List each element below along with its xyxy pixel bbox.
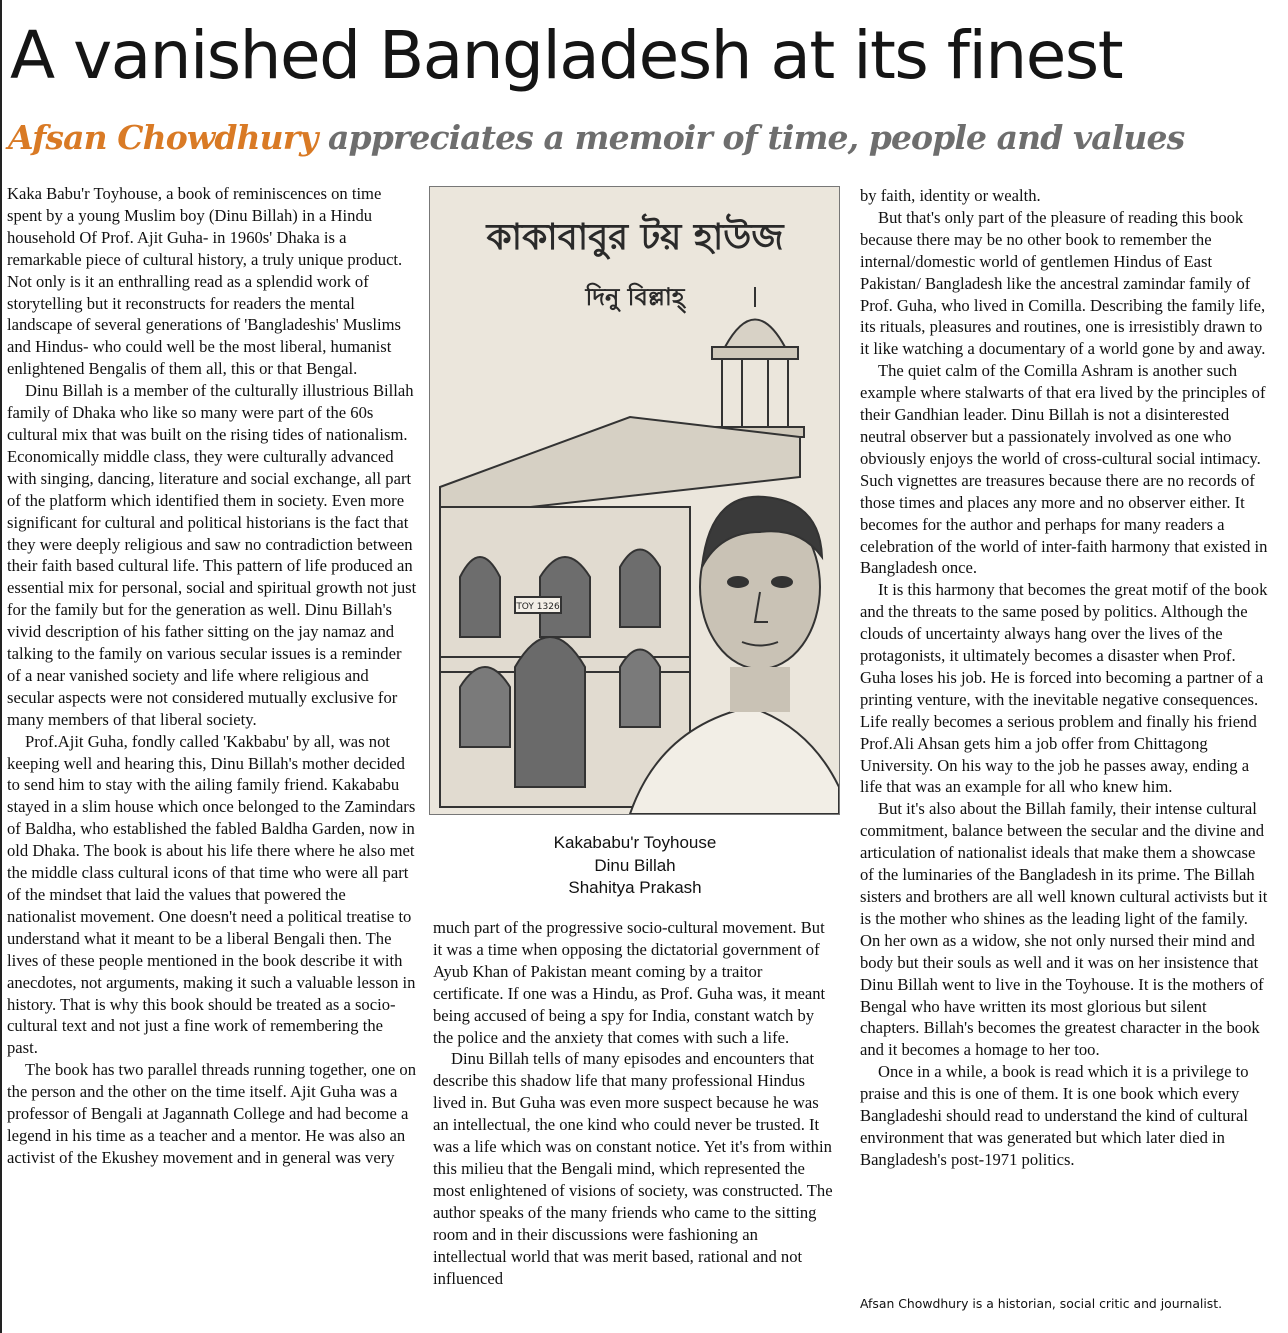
paragraph: much part of the progressive socio-cultural movement. But it was a time when opposing the dictatorial government of Ayub Khan of Pakistan meant coming by a traitor certificate. If one was a Hindu, as Prof. Guha was, it meant being accused of being a spy for India, constant watch by the police and the anxiety that comes with such a life. (433, 918, 826, 1047)
headline: A vanished Bangladesh at its finest (10, 17, 1123, 94)
paragraph: Kaka Babu'r Toyhouse, a book of reminiscences on time spent by a young Muslim boy (Dinu Billah) in a Hindu household Of Prof. Ajit Guha- in 1960s' Dhaka is a remarkable piece of cultural history, a truly unique product. Not only is it an enthralling read as a splendid work of storytelling but it reconstructs for readers the mental landscape of several generations of 'Bangladeshis' Muslims and Hindus- who could well be the most liberal, humanist enlightened Bengalis of them all, this or that Bengal. (7, 184, 403, 379)
cover-author: দিনু বিল্লাহ্ (585, 283, 685, 311)
byline-author[interactable]: Afsan Chowdhury (8, 118, 318, 157)
image-caption (433, 832, 837, 900)
left-rule (0, 0, 2, 1333)
paragraph: by faith, identity or wealth. (860, 186, 1041, 205)
paragraph: The book has two parallel threads running together, one on the person and the other on the time itself. Ajit Guha was a professor of Bengali at Jagannath College and had become a legend in his time as a teacher and a mentor. He was also an activist of the Ekushey movement and in general was very (7, 1060, 417, 1167)
paragraph: But it's also about the Billah family, their intense cultural commitment, balance between the secular and the divine and articulation of nationalist ideals that make them a showcase of the luminaries of the Bangladesh in its prime. The Billah sisters and brothers are all well known cultural activists but it is the mother who shines as the leading light of the family. On her own as a widow, she not only nursed their mind and body but their souls as well and it was on her insistence that Dinu Billah went to live in the Toyhouse. It is the mothers of Bengal who have written its most glorious but silent chapters. Billah's becomes the greatest character in the book and it becomes a homage to her too. (860, 799, 1268, 1060)
paragraph: Dinu Billah is a member of the culturally illustrious Billah family of Dhaka who like so many were part of the 60s cultural mix that was built on the rising tides of nationalism. Economically middle class, they were culturally advanced with singing, dancing, literature and social exchange, all part of the platform which identified them in society. Even more significant for cultural and political historians is the fact that they were deeply religious and saw no contradiction between their faith based cultural life. This pattern of life produced an essential mix for personal, social and spiritual growth not just for the family but for the generation as well. Dinu Billah's vivid description of his father sitting on the jay namaz and talking to the family on various secular issues is a reminder of a near vanished society and life where religious and secular aspects were not considered mutually exclusive for many members of that liberal society. (7, 381, 417, 729)
column-3 (860, 185, 1270, 1171)
paragraph: It is this harmony that becomes the great motif of the book and the threats to the same posed by politics. Although the clouds of uncertainty always hang over the lives of the protagonists, it ultimately becomes a disaster when Prof. Guha loses his job. He is forced into becoming a partner of a printing venture, with the inevitable negative consequences. Life really becomes a serious problem and finally his friend Prof.Ali Ahsan gets him a job offer from Chittagong University. On his way to the job he passes away, ending a life that was an example for all who knew him. (860, 580, 1268, 797)
deck (8, 113, 1283, 163)
plaque-text: TOY 1326 (516, 602, 560, 612)
paragraph: But that's only part of the pleasure of reading this book because there may be no other book to remember the internal/domestic world of gentlemen Hindus of East Pakistan/ Bangladesh like the ancestral zamindar family of Prof. Guha, who lived in Comilla. Describing the family life, its rituals, pleasures and routines, one is irresistibly drawn to it like watching a documentary of a world gone by and away. (860, 207, 1266, 359)
paragraph: The quiet calm of the Comilla Ashram is another such example where stalwarts of that era lived by the principles of their Gandhian leader. Dinu Billah is not a disinterested neutral observer but a passionately involved as one who obviously enjoys the world of cross-cultural social intimacy. Such vignettes are treasures because there are no records of those times and places any more and no observer either. It becomes for the author and perhaps for many readers a celebration of the world of inter-faith harmony that existed in Bangladesh once. (860, 361, 1268, 578)
column-1 (7, 183, 417, 1169)
paragraph: Once in a while, a book is read which it is a privilege to praise and this is one of them. It is one book which every Bangladeshi should read to understand the kind of cultural environment that was generated but which later died in Bangladesh's post-1971 politics. (860, 1062, 1249, 1169)
cover-title: কাকাবাবুর টয় হাউজ (486, 217, 784, 258)
caption-book-title: Kakababu'r Toyhouse (553, 833, 717, 852)
author-bio: Afsan Chowdhury is a historian, social critic and journalist. (860, 1296, 1223, 1311)
caption-publisher: Shahitya Prakash (568, 878, 702, 897)
column-2 (433, 917, 833, 1289)
deck-text: appreciates a memoir of time, people and values (317, 118, 1185, 157)
book-cover-image (429, 186, 840, 815)
paragraph: Dinu Billah tells of many episodes and encounters that describe this shadow life that many professional Hindus lived in. But Guha was even more suspect because he was an intellectual, the one kind who could never be trusted. It was a life which was on constant notice. Yet it's from within this milieu that the Bengali mind, which represented the most enlightened of visions of society, was constructed. The author speaks of the many friends who came to the sitting room and in their discussions were fashioning an intellectual world that was merit based, rational and not influenced (433, 1049, 833, 1288)
paragraph: Prof.Ajit Guha, fondly called 'Kakbabu' by all, was not keeping well and hearing this, Dinu Billah's mother decided to send him to stay with the ailing family friend. Kakababu stayed in a slim house which once belonged to the Zamindars of Baldha, who established the fabled Baldha Garden, now in old Dhaka. The book is about his life there where he also met the middle class cultural icons of that time who were all part of the mindset that laid the values that powered the nationalist movement. One doesn't need a political treatise to understand what it meant to be a liberal Bengali then. The lives of these people mentioned in the book describe it with anecdotes, not arguments, making it such a valuable lesson in history. That is why this book should be treated as a socio-cultural text and not just a fine work of remembering the past. (7, 731, 416, 1058)
caption-author: Dinu Billah (594, 855, 676, 875)
